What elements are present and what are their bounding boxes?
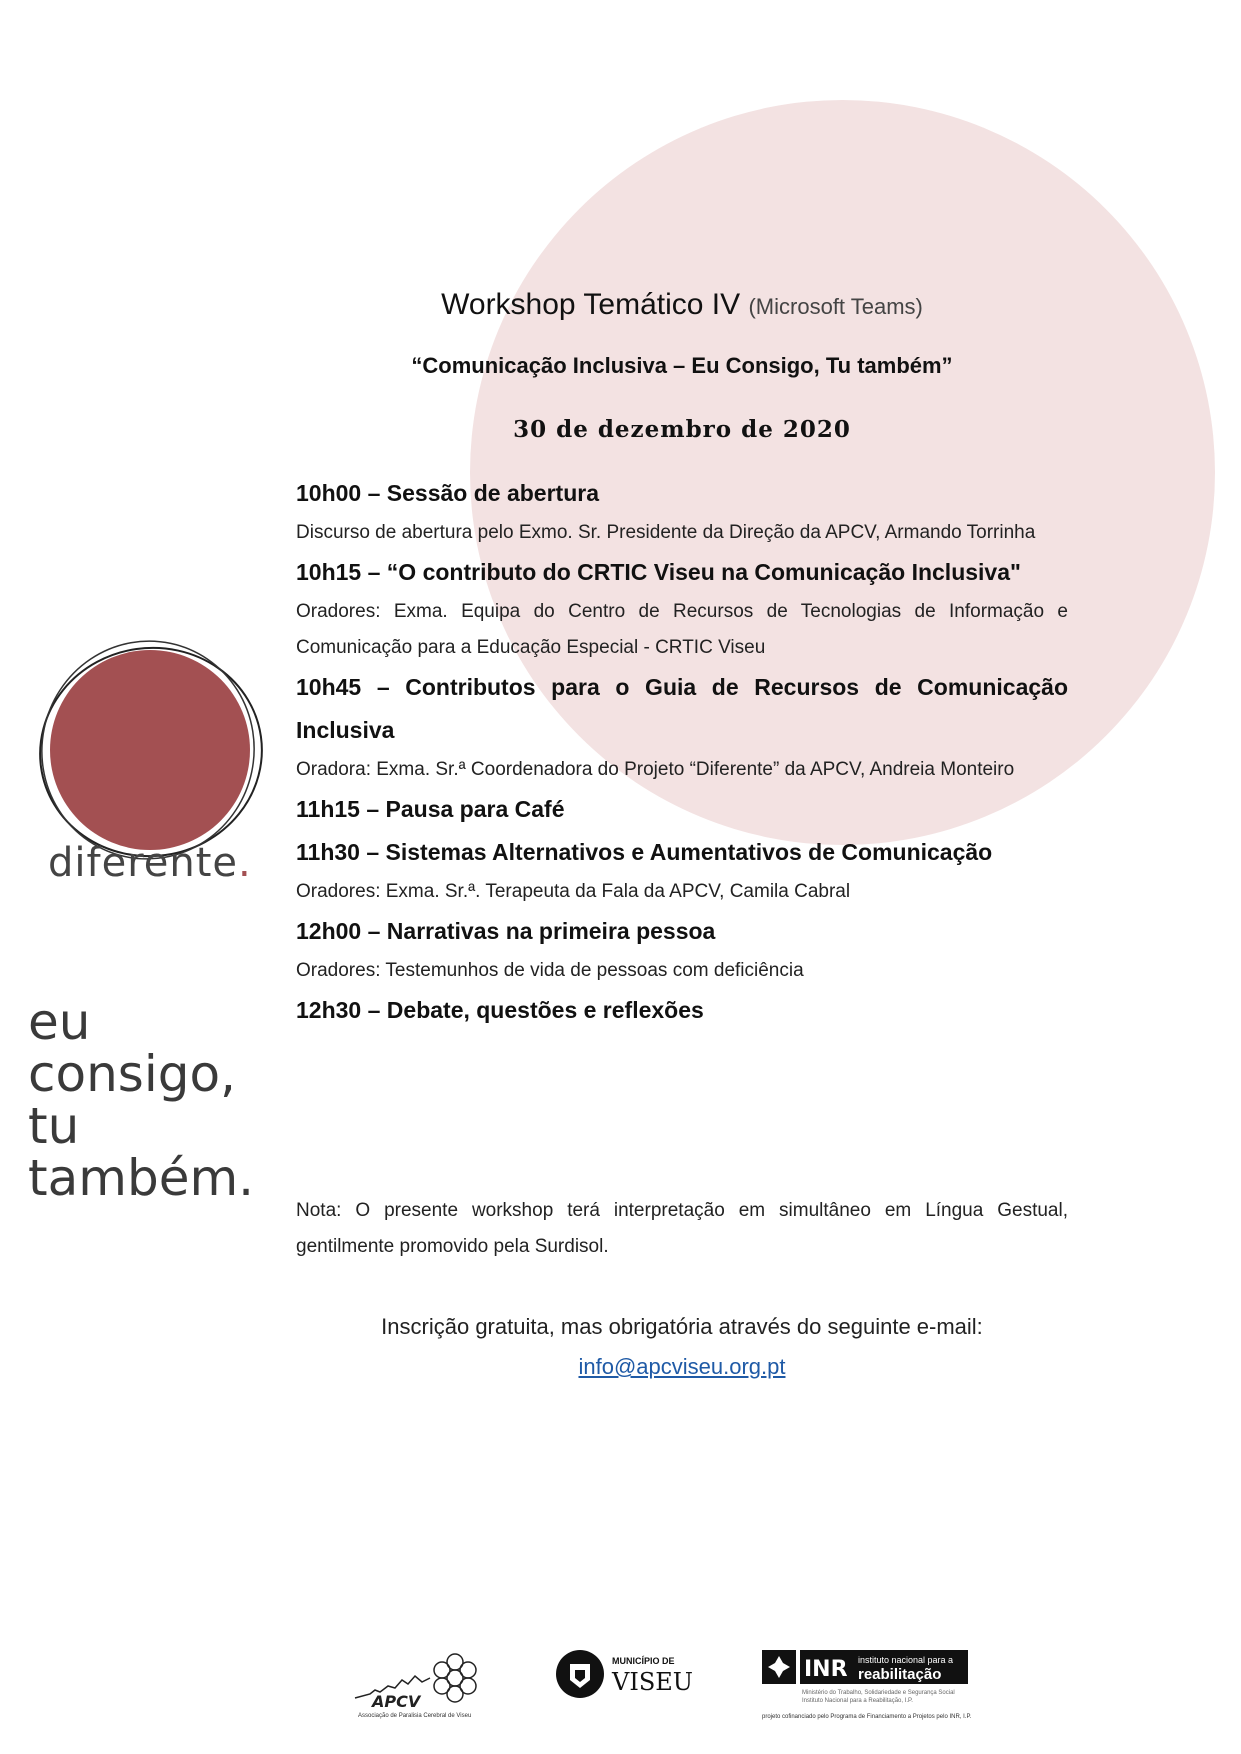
apcv-tagline: Associação de Paralisia Cerebral de Viseu — [358, 1713, 472, 1719]
agenda-item — [296, 472, 1068, 551]
diferente-dot: . — [238, 840, 252, 886]
eu-consigo-line: consigo, — [28, 1045, 236, 1103]
agenda-item-description: Discurso de abertura pelo Exmo. Sr. Presidente da Direção da APCV, Armando Torrinha — [296, 522, 1036, 543]
agenda-item-heading: 12h00 – Narrativas na primeira pessoa — [296, 918, 716, 944]
footer-logos — [0, 1640, 1241, 1740]
event-date: 30 de dezembro de 2020 — [513, 416, 851, 443]
registration-text: Inscrição gratuita, mas obrigatória através do seguinte e-mail: — [381, 1314, 983, 1339]
agenda-item-description: Oradora: Exma. Sr.ª Coordenadora do Projeto “Diferente” da APCV, Andreia Monteiro — [296, 759, 1015, 780]
eu-consigo-line: eu — [28, 993, 91, 1051]
diferente-word-text: diferente — [48, 840, 239, 886]
inr-abbr: INR — [804, 1657, 848, 1682]
title-text: Workshop Temático IV — [441, 288, 741, 321]
agenda-item-description: Oradores: Testemunhos de vida de pessoas com deficiência — [296, 960, 804, 981]
eu-consigo-logo — [28, 993, 255, 1207]
viseu-logo — [556, 1648, 696, 1708]
agenda-item — [296, 989, 1068, 1032]
agenda-item-heading: 11h30 – Sistemas Alternativos e Aumentativos de Comunicação — [296, 839, 993, 865]
apcv-name: APCV — [372, 1692, 421, 1711]
inr-ministry2: Instituto Nacional para a Reabilitação, I.P. — [802, 1698, 913, 1704]
apcv-logo — [350, 1640, 485, 1720]
inr-name-line2: reabilitação — [858, 1666, 942, 1683]
agenda-item — [296, 551, 1068, 666]
agenda-item-heading: 11h15 – Pausa para Café — [296, 796, 565, 822]
eu-consigo-line: tu — [28, 1097, 80, 1155]
page-title — [296, 288, 1068, 322]
diferente-wordmark — [48, 840, 252, 886]
inr-logo — [762, 1650, 982, 1730]
agenda-item-description: Oradores: Exma. Sr.ª. Terapeuta da Fala da APCV, Camila Cabral — [296, 881, 851, 902]
note-text: Nota: O presente workshop terá interpretação em simultâneo em Língua Gestual, gentilmente promovido pela Surdisol. — [296, 1200, 1068, 1257]
agenda-item-heading: 10h00 – Sessão de abertura — [296, 480, 599, 506]
inr-funding: projeto cofinanciado pelo Programa de Financiamento a Projetos pelo INR, I.P. — [762, 1714, 972, 1720]
agenda-item — [296, 666, 1068, 788]
agenda — [296, 472, 1068, 1032]
agenda-item — [296, 910, 1068, 989]
agenda-item — [296, 788, 1068, 831]
agenda-item-heading: 10h45 – Contributos para o Guia de Recursos de Comunicação Inclusiva — [296, 674, 1068, 743]
agenda-item-heading: 10h15 – “O contributo do CRTIC Viseu na Comunicação Inclusiva" — [296, 559, 1021, 585]
inr-name-line1: instituto nacional para a — [858, 1655, 954, 1665]
title-platform: (Microsoft Teams) — [748, 294, 923, 319]
viseu-big-text: VISEU — [612, 1668, 693, 1696]
registration-block — [296, 1307, 1068, 1387]
viseu-small-text: MUNICÍPIO DE — [612, 1656, 675, 1666]
agenda-item — [296, 831, 1068, 910]
page-subtitle: “Comunicação Inclusiva – Eu Consigo, Tu também” — [411, 353, 953, 378]
inr-ministry: Ministério do Trabalho, Solidariedade e Segurança Social — [802, 1690, 955, 1696]
email-link[interactable]: info@apcviseu.org.pt — [578, 1354, 786, 1379]
agenda-item-heading: 12h30 – Debate, questões e reflexões — [296, 997, 704, 1023]
agenda-item-description: Oradores: Exma. Equipa do Centro de Recursos de Tecnologias de Informação e Comunicação para a Educação Especial - CRTIC Viseu — [296, 601, 1068, 658]
eu-consigo-line: também. — [28, 1149, 255, 1207]
